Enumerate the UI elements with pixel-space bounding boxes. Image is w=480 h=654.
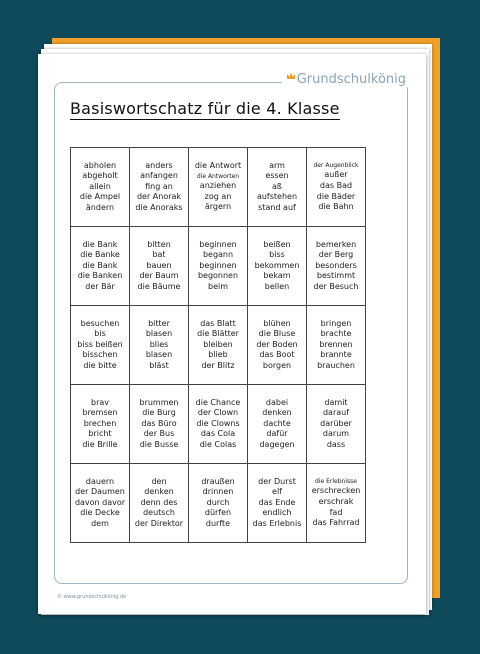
word: die Banken <box>77 271 123 281</box>
word: brechen <box>83 418 117 428</box>
word: bekommen <box>254 260 300 270</box>
word: biss beißen <box>77 339 123 349</box>
word: die bitte <box>83 360 117 370</box>
word: darum <box>322 429 350 439</box>
word: blasen <box>145 329 173 339</box>
word: begonnen <box>197 271 239 281</box>
word: das Fahrrad <box>312 518 360 528</box>
word: bleiben <box>203 339 233 349</box>
word: der Clown <box>197 408 239 418</box>
word: das Boot <box>259 350 295 360</box>
word: deutsch <box>143 508 175 518</box>
grid-row <box>71 306 366 385</box>
word: das Blatt <box>200 318 236 328</box>
word: darüber <box>320 418 352 428</box>
word: bricht <box>88 429 112 439</box>
word: anders <box>145 160 173 170</box>
word: dass <box>326 439 346 449</box>
word: blasen <box>145 350 173 360</box>
word: das Ende <box>258 497 296 507</box>
word: damit <box>324 397 348 407</box>
grid-row <box>71 464 366 543</box>
word: aß <box>272 181 282 191</box>
word: die Burg <box>142 408 176 418</box>
word: die Clowns <box>196 418 240 428</box>
word: bemerken <box>315 239 357 249</box>
word: das Bad <box>319 180 353 190</box>
word: der Blitz <box>201 360 235 370</box>
grid-row <box>71 227 366 306</box>
word: der Baum <box>139 271 179 281</box>
word-cell <box>189 306 248 385</box>
word: der Bär <box>85 281 115 291</box>
word: beim <box>207 281 228 291</box>
word: durfte <box>205 518 231 528</box>
word: bläst <box>149 360 169 370</box>
footer-copyright: © www.grundschulkönig.de <box>54 594 129 600</box>
word: darauf <box>322 408 350 418</box>
word: essen <box>265 171 289 181</box>
word: der Augenblick <box>313 162 359 170</box>
word: brennen <box>319 339 353 349</box>
word: dachte <box>263 418 291 428</box>
word-cell <box>130 385 189 464</box>
word: das Cola <box>200 429 236 439</box>
word: die Anoraks <box>135 202 183 212</box>
word: den <box>151 476 167 486</box>
word: der Direktor <box>134 518 184 528</box>
word-grid <box>70 147 366 543</box>
word-cell <box>248 227 307 306</box>
word: draußen <box>201 476 235 486</box>
word: die Erlebnisse <box>315 478 357 486</box>
word: die Brille <box>82 439 118 449</box>
word: der Bus <box>143 429 175 439</box>
word-cell <box>130 227 189 306</box>
word: bekam <box>263 271 291 281</box>
word: arm <box>269 160 285 170</box>
word-cell <box>307 385 366 464</box>
word: ärgern <box>204 202 232 212</box>
word: besuchen <box>80 318 120 328</box>
word-cell <box>130 148 189 227</box>
word: erschrak <box>318 496 354 506</box>
word: fing an <box>145 181 173 191</box>
word: brav <box>90 397 109 407</box>
word: außer <box>324 170 348 180</box>
word: das Büro <box>141 418 177 428</box>
word: der Anorak <box>136 192 182 202</box>
word: durch <box>206 497 230 507</box>
word: allein <box>89 181 111 191</box>
word: abholen <box>83 160 117 170</box>
word-cell <box>130 464 189 543</box>
word: brannte <box>320 350 352 360</box>
word-cell <box>130 306 189 385</box>
word: bat <box>152 250 166 260</box>
word: die Bluse <box>258 329 296 339</box>
word: besonders <box>315 260 357 270</box>
word: bremsen <box>82 408 118 418</box>
word: der Durst <box>258 476 296 486</box>
word-cell <box>307 148 366 227</box>
word: dürfen <box>204 508 232 518</box>
word: bringen <box>320 318 352 328</box>
word: endlich <box>262 508 292 518</box>
word-cell <box>189 148 248 227</box>
word: beginnen <box>199 239 237 249</box>
word: beginnen <box>199 260 237 270</box>
word-cell <box>307 464 366 543</box>
word: ändern <box>85 202 115 212</box>
word: bisschen <box>82 350 118 360</box>
word: die Antwort <box>194 161 242 171</box>
word-cell <box>71 306 130 385</box>
word-cell <box>307 227 366 306</box>
word: dafür <box>266 429 288 439</box>
word-cell <box>189 464 248 543</box>
word: bis <box>94 329 106 339</box>
word: das Erlebnis <box>252 518 302 528</box>
crown-icon <box>286 71 296 81</box>
worksheet-page <box>38 54 426 614</box>
word: die Decke <box>80 508 120 518</box>
word: der Boden <box>256 339 298 349</box>
word: anziehen <box>199 180 237 190</box>
word: denken <box>144 487 174 497</box>
word: drinnen <box>202 487 234 497</box>
word: brummen <box>139 397 179 407</box>
word: die Bank <box>82 260 118 270</box>
word: der Daumen <box>75 487 125 497</box>
word: beißen <box>263 239 291 249</box>
word: blies <box>149 339 169 349</box>
word-cell <box>71 148 130 227</box>
word: borgen <box>262 360 292 370</box>
word: blieb <box>208 350 228 360</box>
word: blühen <box>263 318 291 328</box>
word: biss <box>269 250 285 260</box>
word: die Chance <box>195 397 241 407</box>
word: brauchen <box>317 360 355 370</box>
word: erschrecken <box>311 486 361 496</box>
word-cell <box>307 306 366 385</box>
word: dauern <box>85 476 115 486</box>
word: bauen <box>146 260 172 270</box>
word-cell <box>71 464 130 543</box>
word: denn des <box>140 497 178 507</box>
word-cell <box>248 464 307 543</box>
word: zog an <box>204 191 232 201</box>
word: dem <box>91 518 109 528</box>
word: der Besuch <box>313 281 359 291</box>
word: dabei <box>265 397 289 407</box>
word-cell <box>189 227 248 306</box>
word-cell <box>248 385 307 464</box>
word: die Blätter <box>197 329 239 339</box>
word: denken <box>262 408 292 418</box>
word: bestimmt <box>316 271 356 281</box>
word-cell <box>248 148 307 227</box>
word: die Ampel <box>79 192 121 202</box>
word: anfangen <box>140 171 178 181</box>
word-cell <box>189 385 248 464</box>
word-cell <box>71 385 130 464</box>
word: aufstehen <box>256 192 298 202</box>
word: die Bank <box>82 239 118 249</box>
word: die Bäder <box>316 191 356 201</box>
word: elf <box>272 487 282 497</box>
word: davon davor <box>74 497 126 507</box>
word-cell <box>248 306 307 385</box>
word: die Antworten <box>196 172 240 180</box>
word: bellen <box>264 281 290 291</box>
grid-row <box>71 385 366 464</box>
word: dagegen <box>259 439 295 449</box>
word: die Busse <box>139 439 179 449</box>
word: der Berg <box>318 250 354 260</box>
page-title: Basiswortschatz für die 4. Klasse <box>70 99 340 118</box>
word: stand auf <box>258 202 296 212</box>
brand-logo <box>282 72 410 87</box>
brand-name: Grundschulkönig <box>296 72 406 87</box>
word: abgeholt <box>82 171 118 181</box>
word: bitten <box>147 239 171 249</box>
word: die Banke <box>80 250 120 260</box>
grid-row <box>71 148 366 227</box>
word: fad <box>329 507 343 517</box>
word: bitter <box>148 318 170 328</box>
word: die Colas <box>199 439 237 449</box>
word: brachte <box>320 329 352 339</box>
word-cell <box>71 227 130 306</box>
word: begann <box>202 250 234 260</box>
word: die Bäume <box>137 281 181 291</box>
word: die Bahn <box>318 202 354 212</box>
